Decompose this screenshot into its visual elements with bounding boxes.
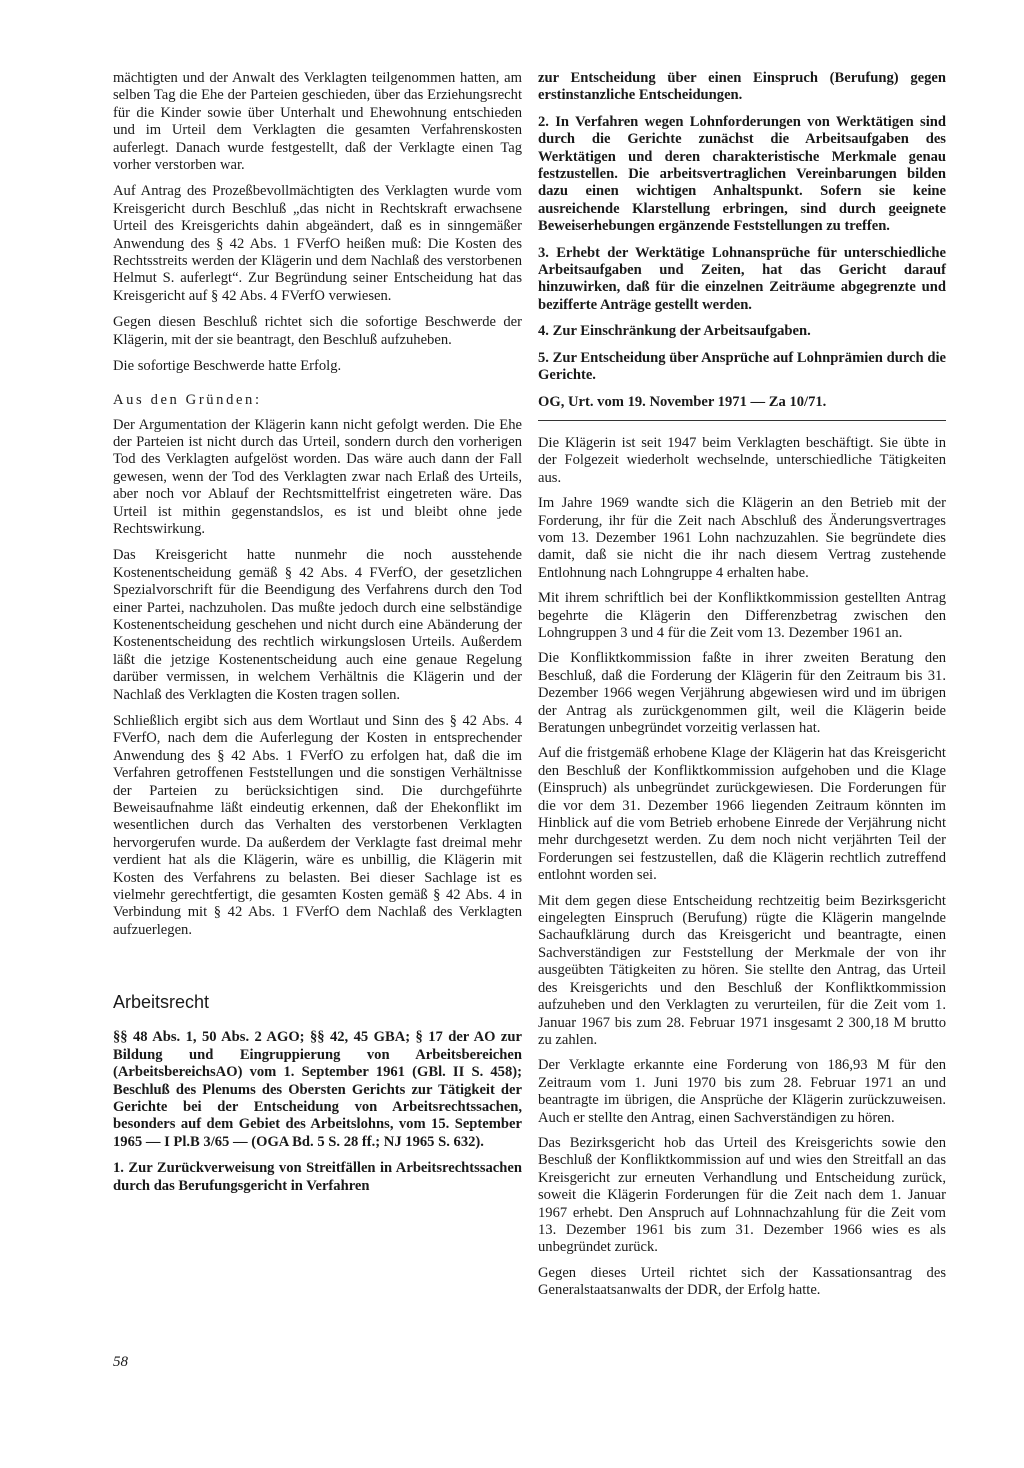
paragraph: Der Verklagte erkannte eine Forderung von 186,93 M für den Zeitraum vom 1. Juni 1970 bis zum 28. Februar 1971 an und beantragte im übrigen, die Ansprüche der Klägerin zurückzuweisen. Auch er stellte den Antrag, einen Sachverständigen zu hören. — [538, 1057, 946, 1126]
paragraph: Der Argumentation der Klägerin kann nicht gefolgt werden. Die Ehe der Parteien ist nicht durch das Urteil, sondern durch den vorherigen Tod des Verklagten aufgelöst worden. Das wäre auch dann der Fall gewesen, wenn der Tod des Verklagten zwar nach Erlaß des Urteils, aber noch vor Ablauf der Rechtsmittelfrist eingetreten wäre. Das Urteil ist mithin gegenstandslos, es ist und bleibt ohne jede Rechtswirkung. — [113, 416, 522, 537]
right-column — [538, 70, 946, 1308]
paragraph: Die sofortige Beschwerde hatte Erfolg. — [113, 358, 342, 375]
paragraph: Auf Antrag des Prozeßbevollmächtigten des Verklagten wurde vom Kreisgericht durch Beschluß „das nicht in Rechtskraft erwachsene Urteil des Kreisgerichts dahin abgeändert, daß es in sinngemäßer Anwendung des § 42 Abs. 1 FVerfO heißen muß: Die Kosten des Rechtsstreits werden der Klägerin und dem Nachlaß des verstorbenen Helmut S. auferlegt“. Zur Begründung seiner Entscheidung hat das Kreisgericht auf § 42 Abs. 4 FVerfO verwiesen. — [113, 183, 522, 304]
headnote: zur Entscheidung über einen Einspruch (Berufung) gegen erstinstanzliche Entscheidungen. — [538, 70, 946, 104]
section-title: Arbeitsrecht — [113, 992, 210, 1013]
paragraph: Gegen dieses Urteil richtet sich der Kassationsantrag des Generalstaatsanwalts der DDR, der Erfolg hatte. — [538, 1264, 946, 1299]
paragraph: Im Jahre 1969 wandte sich die Klägerin an den Betrieb mit der Forderung, ihr für die Zeit nach Abschluß des Änderungsvertrages vom 13. Dezember 1961 Lohn nachzuzahlen. Sie begründete dies damit, daß sie nicht die ihr nach diesem Vertrag zustehende Entlohnung nach Lohngruppe 4 erhalten habe. — [538, 495, 946, 581]
spacer — [113, 948, 522, 992]
paragraph: Die Klägerin ist seit 1947 beim Verklagten beschäftigt. Sie übte in der Folgezeit wiederholt wechselnde, unterschiedliche Tätigkeiten aus. — [538, 434, 946, 486]
paragraph: Gegen diesen Beschluß richtet sich die sofortige Beschwerde der Klägerin, mit der sie beantragt, den Beschluß aufzuheben. — [113, 314, 522, 348]
paragraph: Mit ihrem schriftlich bei der Konfliktkommission gestellten Antrag begehrte die Klägerin den Differenzbetrag zwischen den Lohngruppen 3 und 4 für die Zeit vom 13. Dezember 1961 an. — [538, 590, 946, 641]
divider — [538, 420, 946, 421]
left-column — [113, 70, 522, 1204]
paragraph: Die Konfliktkommission faßte in ihrer zweiten Beratung den Beschluß, daß die Forderung der Klägerin für den Zeitraum bis 31. Dezember 1966 wegen Verjährung abgewiesen wird und im übrigen der Antrag als zurückgenommen gilt, weil die Klägerin beide Beratungen unbegründet vorzeitig verlassen hat. — [538, 650, 946, 736]
paragraph: Mit dem gegen diese Entscheidung rechtzeitig beim Bezirksgericht eingelegten Einspruch (Berufung) rügte die Klägerin mangelnde Sachaufklärung durch das Kreisgericht und beantragte, einen Sachverständigen zur Feststellung der Merkmale der von ihr ausgeübten Tätigkeiten zu hören. Sie stellte den Antrag, das Urteil des Kreisgerichts und den Beschluß der Konfliktkommission aufzuheben und den Verklagten zu verurteilen, für die Zeit vom 1. Januar 1967 bis zum 28. Februar 1971 insgesamt 2 300,18 M brutto zu zahlen. — [538, 892, 946, 1048]
grounds-heading: Aus den Gründen: — [113, 391, 262, 408]
paragraph: Das Kreisgericht hatte nunmehr die noch ausstehende Kostenentscheidung gemäß § 42 Abs. 4 FVerfO, der gesetzlichen Spezialvorschrift für die Beendigung des Verfahrens durch den Tod einer Partei, nachzuholen. Das mußte jedoch durch eine selbständige Kostenentscheidung geschehen und nicht durch eine Abänderung der Kostenentscheidung des rechtlich wirkungslosen Urteils. Außerdem läßt die jetzige Kostenentscheidung auch eine genaue Regelung darüber vermissen, in welchem Verhältnis die Klägerin und der Nachlaß des Verklagten die Kosten tragen sollen. — [113, 547, 522, 703]
paragraph: mächtigten und der Anwalt des Verklagten teilgenommen hatten, am selben Tag die Ehe der Parteien geschieden, über das Erziehungsrecht für die Kinder sowie über Unterhalt und Ehewohnung entschieden und im Urteil dem Verklagten die gesamten Verfahrenskosten auferlegt. Danach wurde festgestellt, daß der Verklagte einen Tag vorher verstorben war. — [113, 70, 522, 174]
decision-reference: OG, Urt. vom 19. November 1971 — Za 10/71. — [538, 393, 827, 410]
headnote: 2. In Verfahren wegen Lohnforderungen von Werktätigen sind durch die Gerichte zunächst die Arbeitsaufgaben des Werktätigen und deren charakteristische Merkmale genau festzustellen. Die arbeitsvertraglichen Vereinbarungen bilden dazu einen wichtigen Anhaltspunkt. Sofern sie keine ausreichende Klarstellung erbringen, sind durch geeignete Beweiserhebungen ergänzende Feststellungen zu treffen. — [538, 113, 946, 235]
page-number: 58 — [113, 1354, 128, 1370]
headnote: 3. Erhebt der Werktätige Lohnansprüche für unterschiedliche Arbeitsaufgaben und Zeiten, hat das Gericht darauf hinzuwirken, daß für die einzelnen Zeiträume abgegrenzte und bezifferte Anträge gestellt werden. — [538, 244, 946, 313]
legal-citation: §§ 48 Abs. 1, 50 Abs. 2 AGO; §§ 42, 45 GBA; § 17 der AO zur Bildung und Eingruppierung von Arbeitsbereichen (ArbeitsbereichsAO) vom 1. September 1961 (GBl. II S. 458); Beschluß des Plenums des Obersten Gerichts zur Tätigkeit der Gerichte bei der Entscheidung von Arbeitsrechtssachen, besonders auf dem Gebiet des Arbeitslohns, vom 15. September 1965 — I Pl.B 3/65 — (OGA Bd. 5 S. 28 ff.; NJ 1965 S. 632). — [113, 1029, 522, 1150]
headnote: 1. Zur Zurückverweisung von Streitfällen in Arbeitsrechtssachen durch das Berufungsgericht in Verfahren — [113, 1160, 522, 1194]
paragraph: Auf die fristgemäß erhobene Klage der Klägerin hat das Kreisgericht den Beschluß der Konfliktkommission aufgehoben und die Klage (Einspruch) als unbegründet zurückgewiesen. Die Forderungen für die vor dem 31. Dezember 1966 liegenden Zeitraum könnten im Hinblick auf die vom Betrieb erhobene Einrede der Verjährung nicht mehr durchgesetzt werden. Zu dem noch nicht verjährten Teil der Forderungen sei festzustellen, daß die Klägerin rechtlich zutreffend entlohnt worden sei. — [538, 745, 946, 884]
headnote: 5. Zur Entscheidung über Ansprüche auf Lohnprämien durch die Gerichte. — [538, 349, 946, 384]
headnote: 4. Zur Einschränkung der Arbeitsaufgaben. — [538, 323, 811, 340]
paragraph: Schließlich ergibt sich aus dem Wortlaut und Sinn des § 42 Abs. 4 FVerfO, nach dem die Auferlegung der Kosten in entsprechender Anwendung des § 42 Abs. 1 FVerfO zu erfolgen hat, daß die im Verfahren getroffenen Feststellungen und die sonstigen Verhältnisse der Parteien zu berücksichtigen sind. Die durchgeführte Beweisaufnahme läßt eindeutig erkennen, daß der Ehekonflikt im wesentlichen durch das Verhalten des verstorbenen Verklagten hervorgerufen wurde. Da außerdem der Verklagte fast dreimal mehr verdient hat als die Klägerin, wäre es unbillig, die Klägerin mit Kosten des Verfahrens zu belasten. Bei dieser Sachlage ist es vielmehr gerechtfertigt, die gesamten Kosten gemäß § 42 Abs. 4 in Verbindung mit § 42 Abs. 1 FVerfO dem Nachlaß des Verklagten aufzuerlegen. — [113, 713, 522, 938]
paragraph: Das Bezirksgericht hob das Urteil des Kreisgerichts sowie den Beschluß der Konfliktkommission auf und wies den Streitfall an das Kreisgericht zur erneuten Verhandlung und Entscheidung zurück, soweit die Klägerin Forderungen für die Zeit nach dem 1. Januar 1967 erhebt. Den Anspruch auf Lohnnachzahlung für die Zeit vom 13. Dezember 1961 bis zum 31. Dezember 1966 wies es als unbegründet zurück. — [538, 1134, 946, 1256]
